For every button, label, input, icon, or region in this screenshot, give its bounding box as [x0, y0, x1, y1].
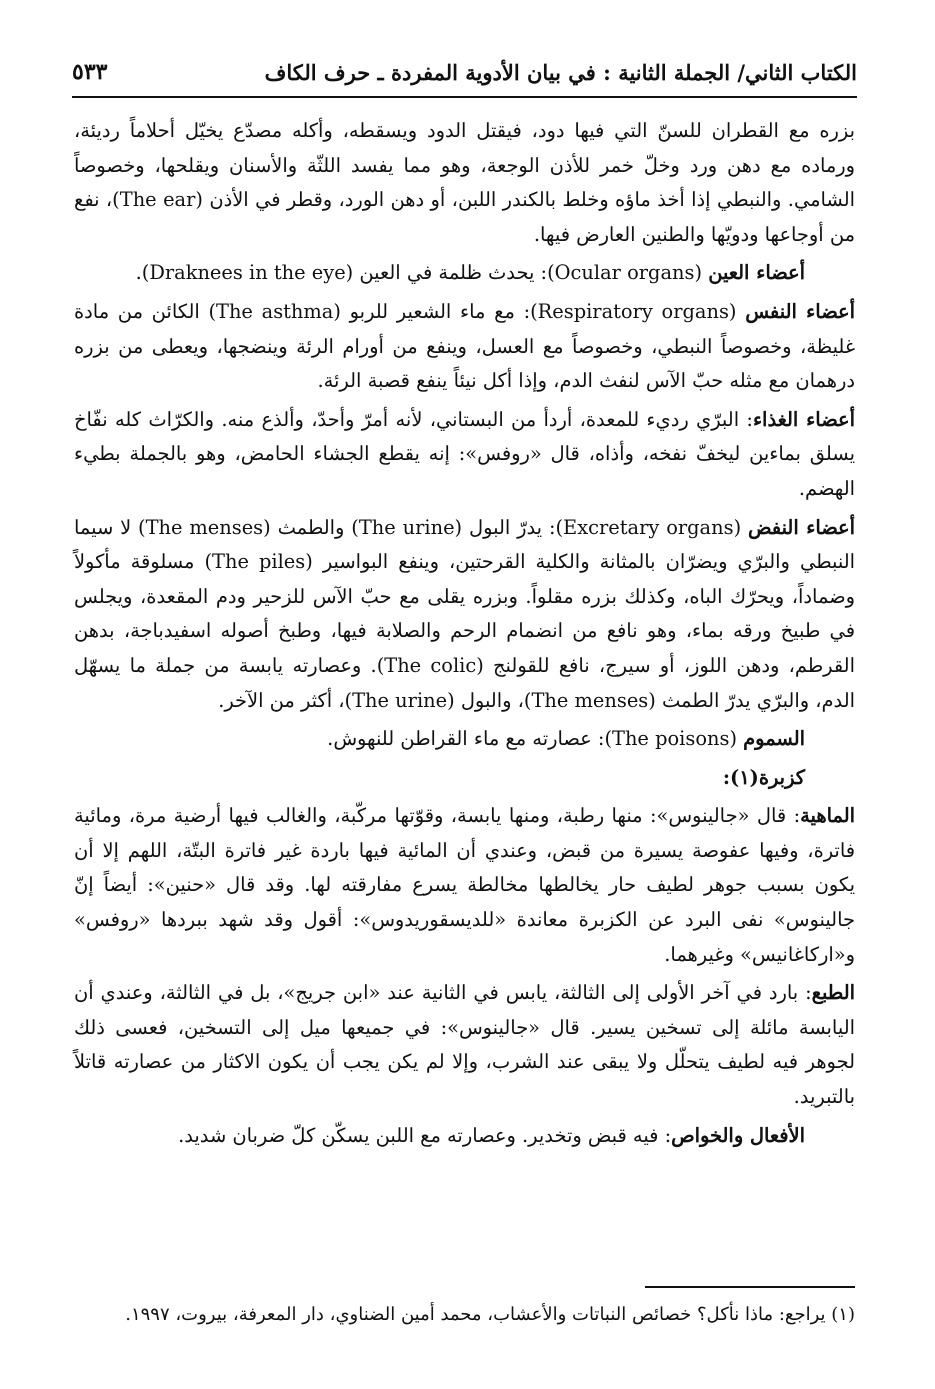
section-term: أعضاء النفس — [745, 299, 855, 323]
section-term: السموم — [743, 727, 805, 751]
paragraph-text: (Excretary organs): يدرّ البول (The urine) والطمث (The menses) لا سيما النبطي والبرّي ويضرّان بالمثانة والكلية القرحتين، وينفع البواسير (The piles) مسلوقة مأكولاً وضماداً، ويحرّك الباه، وكذلك بزره مقلواً. وبزره يقلى مع حبّ الآس للزحير ودم المقعدة، ويجلس في طبيخ ورقه بماء، وهو نافع من انضمام الرحم والصلابة فيها، وطبخ أصوله اسفيدباجة، بدهن القرطم، ودهن اللوز، أو سيرج، نافع للقولنج (The colic). وعصارته يابسة من جملة ما يسهّل الدم، والبرّي يدرّ الطمث (The menses)، والبول (The urine)، أكثر من الآخر. — [74, 515, 856, 712]
paragraph-nature — [74, 799, 855, 972]
section-term: أعضاء النفض — [748, 515, 855, 539]
section-term: الأفعال والخواص — [671, 1123, 805, 1147]
section-term: الطبع — [811, 981, 855, 1005]
running-title: الكتاب الثاني/ الجملة الثانية : في بيان الأدوية المفردة ـ حرف الكاف — [264, 59, 857, 85]
section-term: أعضاء العين — [708, 261, 805, 285]
paragraph-text: (Respiratory organs): مع ماء الشعير للربو (The asthma) الكائن من مادة غليظة، وخصوصاً النبطي، وخصوصاً مع العسل، وينفع من أورام الرئة وينضجها، ويعطى من بزره درهمان مع مثله حبّ الآس لنفث الدم، وإذا أكل نيئاً ينفع قصبة الرئة. — [74, 299, 855, 393]
entry-title: كزبرة — [758, 765, 805, 789]
body-text — [74, 114, 855, 1157]
page-header — [72, 52, 857, 92]
paragraph-poisons — [74, 722, 855, 757]
paragraph-text: بزره مع القطران للسنّ التي فيها دود، فيقتل الدود ويسقطه، وأكله مصدّع يخيّل أحلاماً رديئة، ورماده مع دهن ورد وخلّ خمر للأذن الوجعة، وهو مما يفسد اللثّة والأسنان ويقلحها، وخصوصاً الشامي. والنبطي إذا أخذ ماؤه وخلط بالكندر اللبن، أو دهن الورد، وقطر في الأذن (The ear)، نفع من أوجاعها ودويّها والطنين العارض فيها. — [74, 119, 856, 246]
paragraph-actions-properties — [74, 1119, 855, 1154]
paragraph-text: : فيه قبض وتخدير. وعصارته مع اللبن يسكّن كلّ ضربان شديد. — [178, 1123, 672, 1147]
paragraph-text: (The poisons): عصارته مع ماء القراطن للنهوش. — [327, 727, 744, 751]
page-number: ٥٣٣ — [72, 59, 108, 85]
paragraph-seeds — [74, 114, 855, 252]
section-term: أعضاء الغذاء — [752, 407, 855, 431]
paragraph-text: (Ocular organs): يحدث ظلمة في العين (Draknees in the eye). — [135, 261, 709, 285]
paragraph-text: : بارد في آخر الأولى إلى الثالثة، يابس في الثانية عند «ابن جريج»، بل في الثالثة، وعندي أن اليابسة مائلة إلى تسخين يسير. قال «جالينوس»: في جميعها ميل إلى التسخين، فعسى ذلك لجوهر فيه لطيف يتحلّل ولا يبقى عند الشرب، وإلا لم يكن يجب أن يكون الاكثار من عصارته قاتلاً بالتبريد. — [74, 981, 855, 1109]
entry-heading-coriander — [74, 761, 855, 796]
paragraph-text: : قال «جالينوس»: منها رطبة، ومنها يابسة، وقوّتها مركّبة، والغالب فيها أرضية مرة، ومائية فاترة، وفيها عفوصة يسيرة من قبض، وعندي أن المائية فيها باردة غير فاترة البتّة، اللهم إلا أن يكون بسبب جوهر لطيف حار يخالطها مخالطة يسرع مفارقته لها. وقد قال «حنين»: أيضاً إنّ جالينوس» نفى البرد عن الكزبرة معاندة «للديسقوريدوس»: أقول وقد شهد ببردها «روفس» و«اركاغانيس» وغيرهما. — [74, 804, 855, 966]
paragraph-digestive-organs — [74, 403, 855, 507]
paragraph-respiratory-organs — [74, 295, 855, 399]
footnote: (١) يراجع: ماذا نأكل؟ خصائص النباتات والأعشاب، محمد أمين الضناوي، دار المعرفة، بيروت، ١٩٩٧. — [125, 1304, 855, 1325]
paragraph-excretory-organs — [74, 511, 855, 719]
paragraph-text: : البرّي رديء للمعدة، أردأ من البستاني، لأنه أمرّ وأحدّ، وألذع منه. والكرّاث كله نفّاخ يسلق بماءين ليخفّ نفخه، وأذاه، قال «روفس»: إنه يقطع الجشاء الحامض، وهو بالجملة بطيء الهضم. — [74, 407, 855, 500]
paragraph-ocular-organs — [74, 256, 855, 291]
header-rule — [72, 96, 857, 98]
footnote-rule — [645, 1286, 855, 1288]
paragraph-temperament — [74, 976, 855, 1114]
section-term: الماهية — [800, 804, 855, 828]
footnote-marker: (١): — [722, 765, 759, 789]
